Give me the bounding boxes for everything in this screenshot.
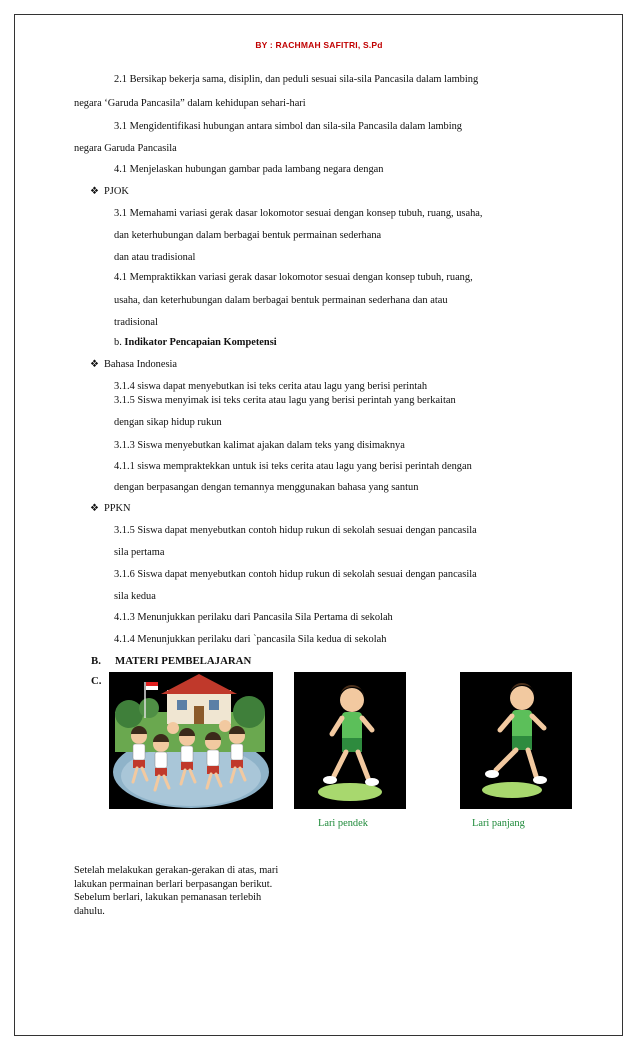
indikator-line: 3.1.5 Siswa dapat menyebutkan contoh hidup rukun di sekolah sesuai dengan pancasila — [114, 525, 477, 536]
section-c-heading: C. — [91, 675, 102, 687]
bullet-bahasa-indonesia: ❖ Bahasa Indonesia — [90, 359, 177, 370]
bullet-pjok: ❖ PJOK — [90, 186, 129, 197]
children-running-illustration — [109, 672, 273, 809]
bullet-ppkn: ❖ PPKN — [90, 503, 131, 514]
kd-line: 3.1 Memahami variasi gerak dasar lokomotor sesuai dengan konsep tubuh, ruang, usaha, — [114, 208, 483, 219]
kd-line: usaha, dan keterhubungan dalam berbagai bentuk permainan sederhana dan atau — [114, 295, 448, 306]
page-header: BY : RACHMAH SAFITRI, S.Pd — [255, 40, 383, 50]
kd-line: 4.1 Mempraktikkan variasi gerak dasar lokomotor sesuai dengan konsep tubuh, ruang, — [114, 272, 473, 283]
diamond-bullet-icon: ❖ — [90, 359, 99, 370]
caption-lari-panjang: Lari panjang — [472, 818, 525, 829]
kd-line: 4.1 Menjelaskan hubungan gambar pada lambang negara dengan — [114, 164, 384, 175]
boy-running-short-illustration — [294, 672, 406, 809]
indikator-line: 3.1.3 Siswa menyebutkan kalimat ajakan dalam teks yang disimaknya — [114, 440, 405, 451]
indikator-line: 3.1.5 Siswa menyimak isi teks cerita atau lagu yang berisi perintah yang berkaitan — [114, 395, 456, 406]
indikator-line: 3.1.4 siswa dapat menyebutkan isi teks cerita atau lagu yang berisi perintah — [114, 381, 428, 392]
boy-running-long-illustration — [460, 672, 572, 809]
indikator-line: dengan sikap hidup rukun — [114, 417, 222, 428]
kd-line: 2.1 Bersikap bekerja sama, disiplin, dan peduli sesuai sila-sila Pancasila dalam lambing — [114, 74, 479, 85]
indikator-line: 4.1.4 Menunjukkan perilaku dari `pancasila Sila kedua di sekolah — [114, 634, 387, 645]
kd-line: dan atau tradisional — [114, 252, 196, 263]
paragraph-line: Setelah melakukan gerakan-gerakan di atas, mari — [74, 865, 279, 876]
indikator-line: sila kedua — [114, 591, 156, 602]
closing-paragraph — [74, 864, 278, 918]
kd-line: tradisional — [114, 317, 158, 328]
diamond-bullet-icon: ❖ — [90, 186, 99, 197]
subheading-indikator: b. Indikator Pencapaian Kompetensi — [114, 337, 277, 348]
section-b-heading: B. MATERI PEMBELAJARAN — [91, 655, 252, 667]
indikator-line: 4.1.3 Menunjukkan perilaku dari Pancasila Sila Pertama di sekolah — [114, 612, 393, 623]
caption-lari-pendek: Lari pendek — [318, 818, 368, 829]
kd-line: dan keterhubungan dalam berbagai bentuk permainan sederhana — [114, 230, 382, 241]
indikator-line: 4.1.1 siswa mempraktekkan untuk isi teks cerita atau lagu yang berisi perintah dengan — [114, 461, 472, 472]
paragraph-line: Sebelum berlari, lakukan pemanasan terlebih — [74, 892, 262, 904]
kd-line: 3.1 Mengidentifikasi hubungan antara simbol dan sila-sila Pancasila dalam lambing — [114, 121, 463, 132]
paragraph-line: dahulu. — [74, 905, 105, 917]
diamond-bullet-icon: ❖ — [90, 503, 99, 514]
kd-line: negara ‘Garuda Pancasila” dalam kehidupan sehari-hari — [74, 98, 306, 109]
kd-line: negara Garuda Pancasila — [74, 143, 177, 154]
indikator-line: 3.1.6 Siswa dapat menyebutkan contoh hidup rukun di sekolah sesuai dengan pancasila — [114, 569, 477, 580]
paragraph-line: lakukan permainan berlari berpasangan berikut. — [74, 878, 273, 890]
indikator-line: sila pertama — [114, 547, 165, 558]
indikator-line: dengan berpasangan dengan temannya menggunakan bahasa yang santun — [114, 482, 419, 493]
